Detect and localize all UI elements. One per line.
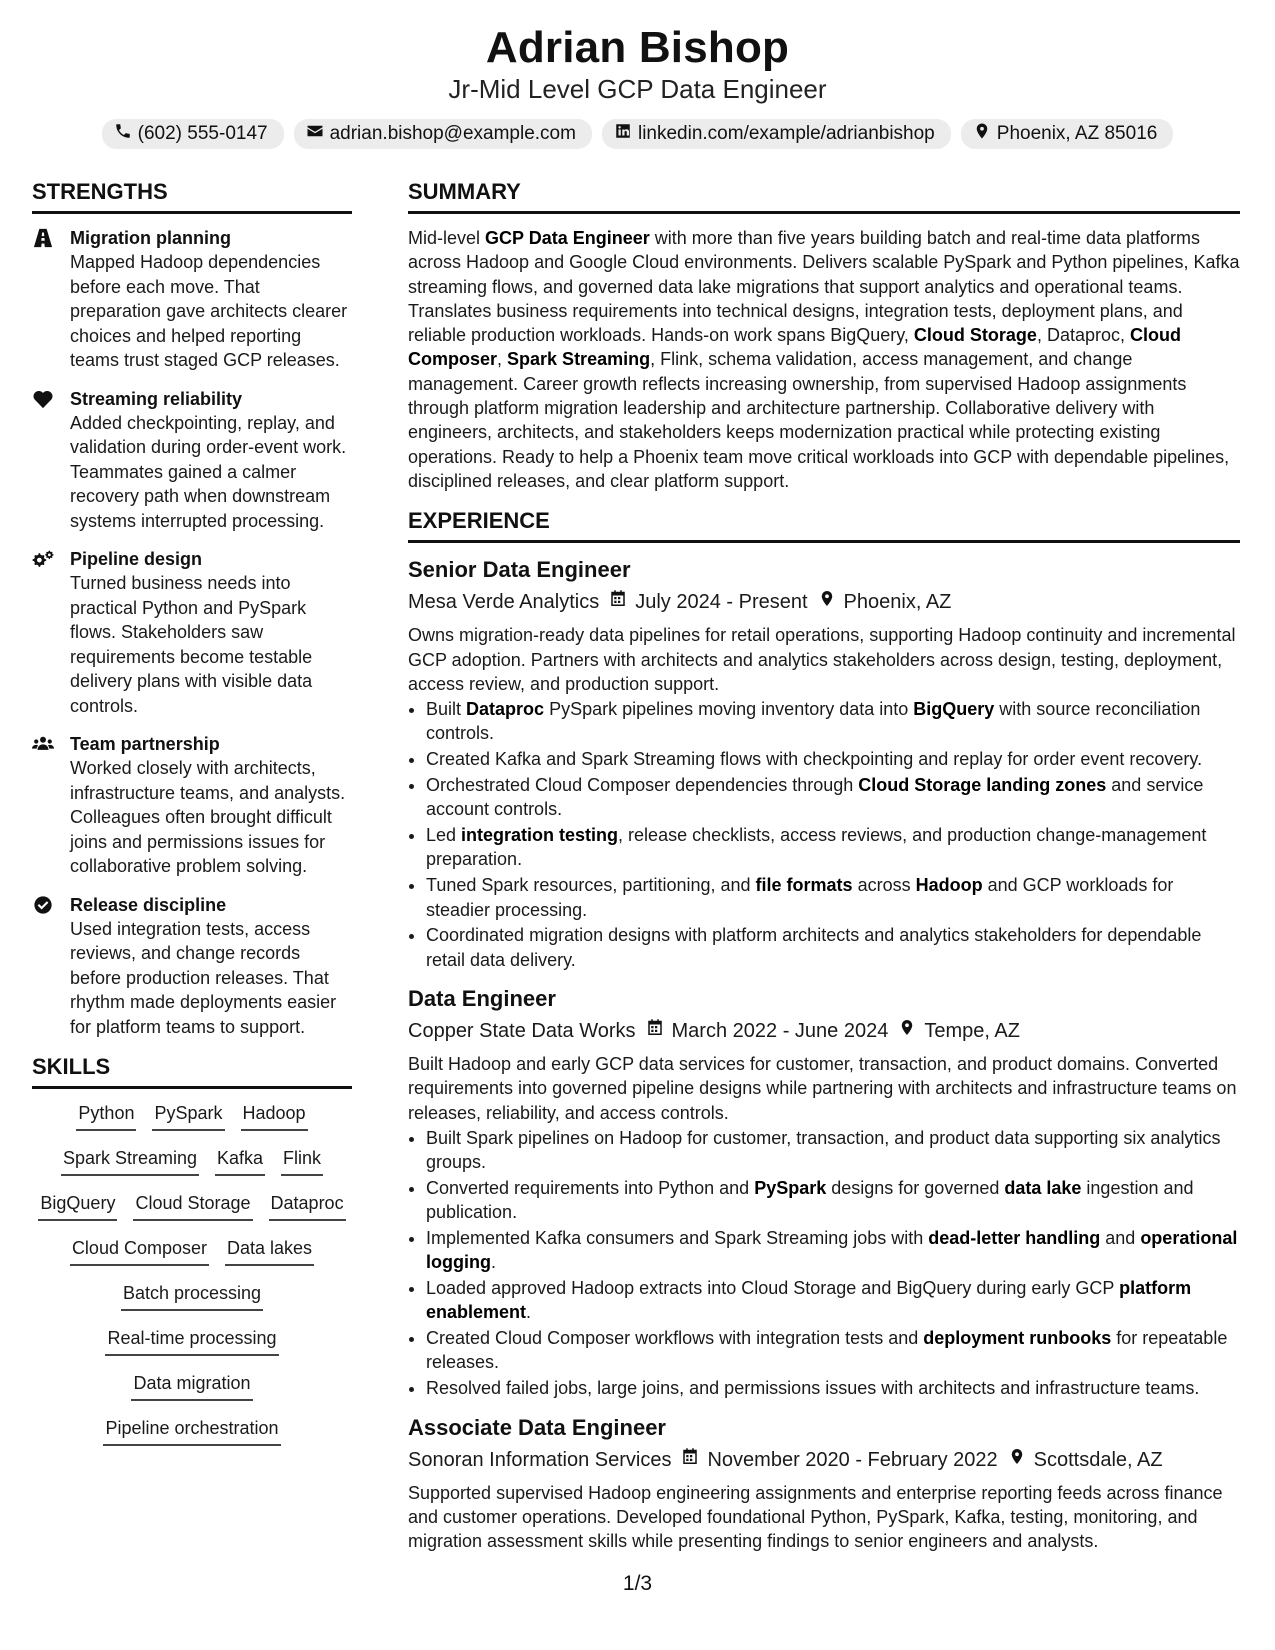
page-number: 1/3 xyxy=(622,1572,653,1595)
strengths-heading: STRENGTHS xyxy=(32,178,352,214)
strength-desc: Turned business needs into practical Python and PySpark flows. Stakeholders saw requirements become testable delivery plans with visible data controls. xyxy=(70,573,313,716)
strength-desc: Added checkpointing, replay, and validation during order-event work. Teammates gained a calmer recovery path when downstream systems interrupted processing. xyxy=(70,412,347,531)
strength-title: Migration planning xyxy=(70,228,231,248)
text-segment: Created Cloud Composer workflows with integration tests and xyxy=(426,1328,924,1349)
text-segment: with more than five years building batch and real-time data platforms across Hadoop and Google Cloud environments. Delivers scalable PySpark and Python pipelines, Kafka streaming flows, and governed data lake migrations that support analytics and operational teams. Translates business requirements into technical designs, integration tests, deployment plans, and reliable production workloads. Hands-on work spans BigQuery, xyxy=(408,228,1240,346)
text-segment: ingestion and publication. xyxy=(426,1177,1194,1223)
contact-location-text: Phoenix, AZ 85016 xyxy=(996,123,1158,144)
skill-tag: Cloud Composer xyxy=(70,1236,209,1266)
bold-text: deployment runbooks xyxy=(923,1328,1112,1349)
text-segment: and xyxy=(1100,1228,1141,1248)
linkedin-icon xyxy=(614,122,632,146)
text-segment: Orchestrated Cloud Composer dependencies through xyxy=(426,775,859,796)
location-pin-icon xyxy=(818,587,836,617)
job-meta xyxy=(408,1445,1240,1475)
contact-email-text: adrian.bishop@example.com xyxy=(329,123,576,144)
company-name: Copper State Data Works xyxy=(408,1019,636,1042)
bold-text: file formats xyxy=(755,875,853,896)
gears-icon xyxy=(32,547,70,718)
location-pin-icon xyxy=(1008,1445,1026,1475)
heart-icon xyxy=(32,387,70,534)
text-segment: Led xyxy=(426,825,462,846)
text-segment: , xyxy=(497,349,508,370)
strength-item xyxy=(32,732,352,879)
bold-text: Cloud Composer xyxy=(408,325,1181,370)
skill-tag: Data migration xyxy=(131,1371,252,1401)
company-name: Sonoran Information Services xyxy=(408,1448,672,1471)
summary-heading: SUMMARY xyxy=(408,178,1240,214)
job-bullet xyxy=(426,823,1240,872)
contact-email[interactable] xyxy=(294,119,592,149)
summary-text xyxy=(408,226,1240,493)
candidate-title: Jr-Mid Level GCP Data Engineer xyxy=(448,74,827,104)
job-bullet xyxy=(426,773,1240,822)
job-location xyxy=(818,587,952,617)
job-description: Supported supervised Hadoop engineering assignments and enterprise reporting feeds across finance and customer operations. Developed foundational Python, PySpark, Kafka, testing, monitoring, and migration assessment skills while presenting findings to senior engineers and analysts. xyxy=(408,1482,1223,1552)
job-meta xyxy=(408,1016,1240,1046)
calendar-icon xyxy=(609,587,627,617)
bold-text: PySpark xyxy=(754,1177,827,1198)
text-segment: PySpark pipelines moving inventory data into xyxy=(544,699,914,720)
skills-heading: SKILLS xyxy=(32,1053,352,1089)
job-title: Associate Data Engineer xyxy=(408,1414,666,1440)
bold-text: GCP Data Engineer xyxy=(485,228,650,248)
job-bullet xyxy=(426,1276,1240,1325)
text-segment: across xyxy=(852,875,916,896)
job-bullet xyxy=(426,747,1240,771)
resume-header xyxy=(0,0,1275,149)
contact-bar xyxy=(0,119,1275,149)
contact-linkedin[interactable] xyxy=(602,119,951,149)
skill-tag: Flink xyxy=(281,1146,323,1176)
job-bullet xyxy=(426,697,1240,746)
strength-item xyxy=(32,226,352,373)
skill-row xyxy=(32,1281,352,1326)
job-location-text: Scottsdale, AZ xyxy=(1033,1448,1163,1471)
skill-tag: Cloud Storage xyxy=(133,1191,252,1221)
skill-row xyxy=(32,1371,352,1416)
strength-desc: Used integration tests, access reviews, and change records before production releases. That rhythm made deployments easier for platform teams to support. xyxy=(70,918,337,1037)
skill-tag: BigQuery xyxy=(38,1191,117,1221)
text-segment: with source reconciliation controls. xyxy=(426,699,1201,744)
calendar-icon xyxy=(646,1016,664,1046)
strength-title: Release discipline xyxy=(70,894,227,915)
skill-row xyxy=(32,1236,352,1281)
job-entry xyxy=(408,984,1240,1401)
contact-location xyxy=(961,119,1174,149)
job-bullets xyxy=(408,697,1240,972)
users-icon xyxy=(32,732,70,879)
text-segment: . xyxy=(526,1302,532,1323)
skill-row xyxy=(32,1101,352,1146)
job-dates xyxy=(681,1445,997,1475)
strength-item xyxy=(32,387,352,534)
bold-text: integration testing xyxy=(461,825,619,846)
skill-tag: Pipeline orchestration xyxy=(103,1416,280,1446)
skill-tag: Hadoop xyxy=(241,1101,308,1131)
skill-tag: Real-time processing xyxy=(105,1326,278,1356)
text-segment: Built Spark pipelines on Hadoop for customer, transaction, and product data supporting six analytics groups. xyxy=(426,1127,1221,1173)
text-segment: Created Kafka and Spark Streaming flows with checkpointing and replay for order event recovery. xyxy=(426,749,1203,770)
job-bullet xyxy=(426,1226,1240,1275)
location-pin-icon xyxy=(973,122,991,146)
location-pin-icon xyxy=(898,1016,916,1046)
road-icon xyxy=(32,226,70,373)
bold-text: Cloud Storage xyxy=(913,325,1037,346)
strength-title: Team partnership xyxy=(70,734,220,754)
job-bullet xyxy=(426,923,1240,972)
skill-tag: Dataproc xyxy=(269,1191,346,1221)
job-location xyxy=(1008,1445,1163,1475)
contact-phone-text: (602) 555-0147 xyxy=(137,123,268,144)
skill-tag: Spark Streaming xyxy=(61,1146,199,1176)
job-bullet xyxy=(426,873,1240,922)
check-circle-icon xyxy=(32,893,70,1040)
skill-tag: PySpark xyxy=(152,1101,224,1131)
calendar-icon xyxy=(681,1445,699,1475)
text-segment: Converted requirements into Python and xyxy=(426,1177,755,1198)
contact-linkedin-text: linkedin.com/example/adrianbishop xyxy=(637,123,935,144)
job-location-text: Tempe, AZ xyxy=(924,1019,1020,1042)
bold-text: BigQuery xyxy=(913,699,995,720)
skill-row xyxy=(32,1326,352,1371)
skill-tag: Kafka xyxy=(215,1146,265,1176)
text-segment: for repeatable releases. xyxy=(426,1328,1228,1373)
job-location-text: Phoenix, AZ xyxy=(843,591,952,614)
candidate-name: Adrian Bishop xyxy=(485,23,790,72)
skill-tag: Python xyxy=(76,1101,136,1131)
bold-text: dead-letter handling xyxy=(928,1228,1101,1248)
strength-item xyxy=(32,893,352,1040)
envelope-icon xyxy=(306,122,324,146)
job-bullet xyxy=(426,1326,1240,1375)
text-segment: Loaded approved Hadoop extracts into Cloud Storage and BigQuery during early GCP xyxy=(426,1278,1120,1299)
bold-text: data lake xyxy=(1004,1177,1082,1198)
strength-item xyxy=(32,547,352,718)
job-dates xyxy=(609,587,807,617)
job-description: Owns migration-ready data pipelines for retail operations, supporting Hadoop continuity and incremental GCP adoption. Partners with architects and analytics stakeholders across design, testing, deployment, access review, and production support. xyxy=(408,625,1236,694)
text-segment: . xyxy=(490,1252,496,1273)
company-name: Mesa Verde Analytics xyxy=(408,591,600,614)
text-segment: , Dataproc, xyxy=(1036,325,1130,346)
job-dates-text: March 2022 - June 2024 xyxy=(671,1019,889,1042)
text-segment: Tuned Spark resources, partitioning, and xyxy=(426,875,756,896)
contact-phone[interactable] xyxy=(102,119,284,149)
job-dates-text: November 2020 - February 2022 xyxy=(707,1448,998,1471)
job-bullet xyxy=(426,1126,1240,1175)
job-location xyxy=(898,1016,1020,1046)
bold-text: operational logging xyxy=(426,1228,1238,1273)
bold-text: Spark Streaming xyxy=(507,349,651,370)
skill-tag: Batch processing xyxy=(121,1281,263,1311)
bold-text: Dataproc xyxy=(466,699,545,720)
job-description: Built Hadoop and early GCP data services for customer, transaction, and product domains. Converted requirements into governed pipeline designs while partnering with architects and infrastructure teams on releases, reliability, and access controls. xyxy=(408,1053,1237,1123)
left-column xyxy=(32,178,352,1461)
text-segment: , release checklists, access reviews, and production change-management preparation. xyxy=(426,825,1207,870)
text-segment: Resolved failed jobs, large joins, and permissions issues with architects and infrastructure teams. xyxy=(426,1378,1200,1399)
bold-text: Cloud Storage landing zones xyxy=(858,775,1107,796)
bold-text: Hadoop xyxy=(915,875,983,896)
text-segment: , Flink, schema validation, access management, and change management. Career growth reflects increasing ownership, from supervised Hadoop assignments through platform migration leadership and architecture partnership. Collaborative delivery with engineers, architects, and stakeholders keeps modernization practical while protecting existing operations. Ready to help a Phoenix team move critical workloads into GCP with dependable pipelines, disciplined releases, and clear platform support. xyxy=(408,349,1230,491)
text-segment: Built xyxy=(426,699,467,720)
bold-text: platform enablement xyxy=(426,1278,1192,1323)
text-segment: designs for governed xyxy=(826,1177,1005,1198)
job-entry xyxy=(408,1413,1240,1554)
strength-title: Streaming reliability xyxy=(70,388,243,409)
job-entry xyxy=(408,555,1240,972)
text-segment: Implemented Kafka consumers and Spark Streaming jobs with xyxy=(426,1228,929,1248)
job-dates-text: July 2024 - Present xyxy=(635,591,808,614)
skill-row xyxy=(32,1146,352,1191)
job-title: Data Engineer xyxy=(408,985,556,1011)
strength-title: Pipeline design xyxy=(70,549,203,569)
text-segment: and GCP workloads for steadier processing. xyxy=(426,875,1174,920)
strength-desc: Mapped Hadoop dependencies before each move. That preparation gave architects clearer choices and helped reporting teams trust staged GCP releases. xyxy=(70,252,348,370)
experience-list xyxy=(408,555,1240,1553)
job-bullet xyxy=(426,1176,1240,1225)
skill-tag: Data lakes xyxy=(225,1236,314,1266)
job-dates xyxy=(646,1016,889,1046)
right-column xyxy=(408,178,1240,1565)
skills-list xyxy=(32,1101,352,1461)
job-meta xyxy=(408,587,1240,617)
text-segment: Coordinated migration designs with platform architects and analytics stakeholders for dependable retail data delivery. xyxy=(426,925,1202,970)
experience-heading: EXPERIENCE xyxy=(408,507,1240,543)
job-bullet xyxy=(426,1376,1240,1400)
strength-desc: Worked closely with architects, infrastructure teams, and analysts. Colleagues often brought difficult joins and permissions issues for collaborative problem solving. xyxy=(70,758,346,876)
phone-icon xyxy=(114,122,132,146)
text-segment: Mid-level xyxy=(408,228,486,248)
skill-row xyxy=(32,1191,352,1236)
skill-row xyxy=(32,1416,352,1461)
text-segment: and service account controls. xyxy=(426,775,1204,820)
job-bullets xyxy=(408,1126,1240,1401)
job-title: Senior Data Engineer xyxy=(408,557,631,583)
